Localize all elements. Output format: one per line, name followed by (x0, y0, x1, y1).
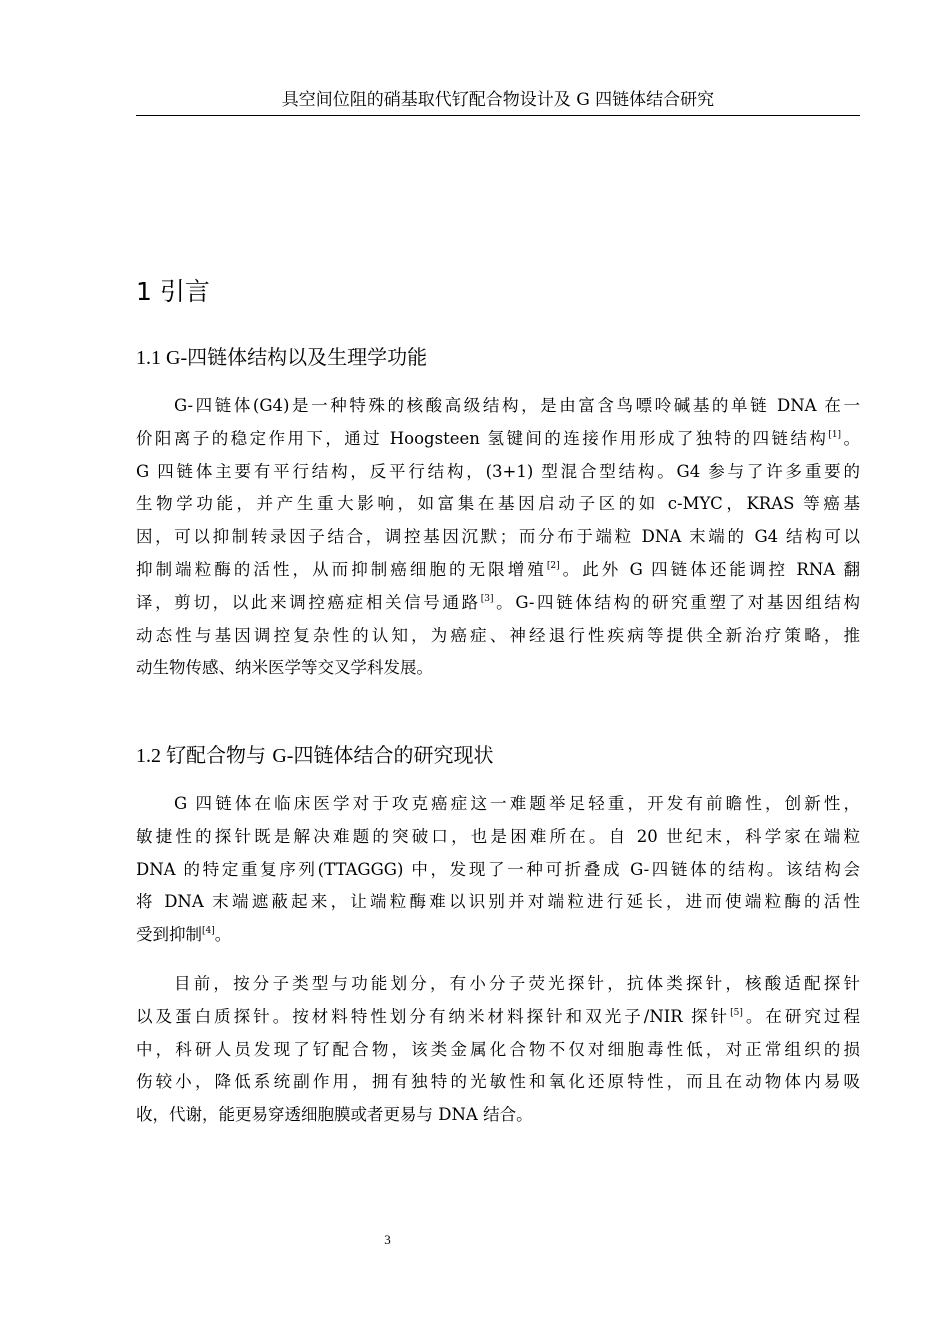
paragraph-line (136, 554, 860, 587)
section-1-2-paragraph-1 (136, 788, 860, 952)
section-1-2-heading-number: G- (272, 745, 294, 767)
paragraph-line-text: 。此外 G 四链体还能调控 RNA 翻 (559, 559, 861, 579)
paragraph-line (136, 423, 860, 456)
paragraph-line-text: 抑制端粒酶的活性，从而抑制癌细胞的无限增殖 (136, 559, 547, 579)
page-number: 3 (384, 1232, 391, 1247)
paragraph-line: G 四链体在临床医学对于攻克癌症这一难题举足轻重，开发有前瞻性，创新性， (174, 794, 860, 813)
header-divider (136, 115, 860, 116)
paragraph-line: 将 DNA 末端遮蔽起来，让端粒酶难以识别并对端粒进行延长，进而使端粒酶的活性 (136, 892, 860, 912)
paragraph-line: 因，可以抑制转录因子结合，调控基因沉默；而分布于端粒 DNA 末端的 G4 结构可以 (136, 527, 860, 547)
citation-ref-2[interactable]: [2] (546, 560, 560, 571)
paragraph-line: 动生物传感、纳米医学等交叉学科发展。 (136, 658, 433, 678)
paragraph-line: G 四链体主要有平行结构，反平行结构，(3+1) 型混合型结构。G4 参与了许多重要的 (136, 461, 860, 481)
paragraph-line (136, 1001, 860, 1034)
paragraph-line-text: 价阳离子的稳定作用下，通过 Hoogsteen 氢键间的连接作用形成了独特的四链结构 (136, 428, 829, 448)
paragraph-line (136, 587, 860, 620)
citation-ref-1[interactable]: [1] (828, 429, 842, 440)
section-1-2-heading-text: 钌配合物与 (166, 743, 273, 767)
paragraph-line-text: 以及蛋白质探针。按材料特性划分有纳米材料探针和双光子/NIR 探针 (136, 1006, 731, 1026)
running-header-title: 具空间位阻的硝基取代钌配合物设计及 G 四链体结合研究 (281, 90, 715, 110)
paragraph-line: DNA 的特定重复序列(TTAGGG) 中，发现了一种可折叠成 G-四链体的结构。该结构会 (136, 859, 860, 879)
section-1-1-heading (136, 343, 427, 372)
paragraph-line: 生物学功能，并产生重大影响，如富集在基因启动子区的如 c-MYC，KRAS 等癌基 (136, 494, 860, 514)
paragraph-line: 敏捷性的探针既是解决难题的突破口，也是困难所在。自 20 世纪末，科学家在端粒 (136, 826, 860, 846)
paragraph-line (136, 919, 860, 952)
paragraph-line-text: 译，剪切，以此来调控癌症相关信号通路 (136, 592, 481, 612)
paragraph-line-text: 。G-四链体结构的研究重塑了对基因组结构 (493, 592, 861, 612)
paragraph-line-text: 。 (841, 428, 860, 448)
section-1-2-heading-number: 1.2 (136, 745, 166, 767)
citation-ref-3[interactable]: [3] (480, 593, 494, 604)
paragraph-line: 收，代谢，能更易穿透细胞膜或者更易与 DNA 结合。 (136, 1105, 533, 1125)
paragraph-line: 动态性与基因调控复杂性的认知，为癌症、神经退行性疾病等提供全新治疗策略，推 (136, 625, 860, 645)
paragraph-line: 中，科研人员发现了钌配合物，该类金属化合物不仅对细胞毒性低，对正常组织的损 (136, 1039, 860, 1059)
paragraph-line: 目前，按分子类型与功能划分，有小分子荧光探针，抗体类探针，核酸适配探针 (174, 974, 860, 993)
paragraph-line-text: 。 (214, 925, 232, 945)
paragraph-line: G-四链体(G4)是一种特殊的核酸高级结构，是由富含鸟嘌呤碱基的单链 DNA 在一 (174, 396, 860, 415)
chapter-heading: 1 引言 (136, 277, 210, 306)
citation-ref-5[interactable]: [5] (730, 1007, 743, 1018)
section-1-1-heading-text: 四链体结构以及生理学功能 (187, 345, 428, 369)
citation-ref-4[interactable]: [4] (202, 926, 215, 937)
section-1-2-heading-text: 四链体结合的研究现状 (293, 743, 494, 767)
section-1-2-paragraph-2 (136, 968, 860, 1132)
paragraph-line-text: 受到抑制 (136, 925, 202, 945)
section-1-1-paragraph (136, 390, 860, 685)
paragraph-line-text: 。在研究过程 (742, 1006, 861, 1026)
section-1-2-heading (136, 741, 493, 770)
section-1-1-heading-number: 1.1 G- (136, 347, 188, 369)
paragraph-line: 伤较小，降低系统副作用，拥有独特的光敏性和氧化还原特性，而且在动物体内易吸 (136, 1072, 860, 1092)
